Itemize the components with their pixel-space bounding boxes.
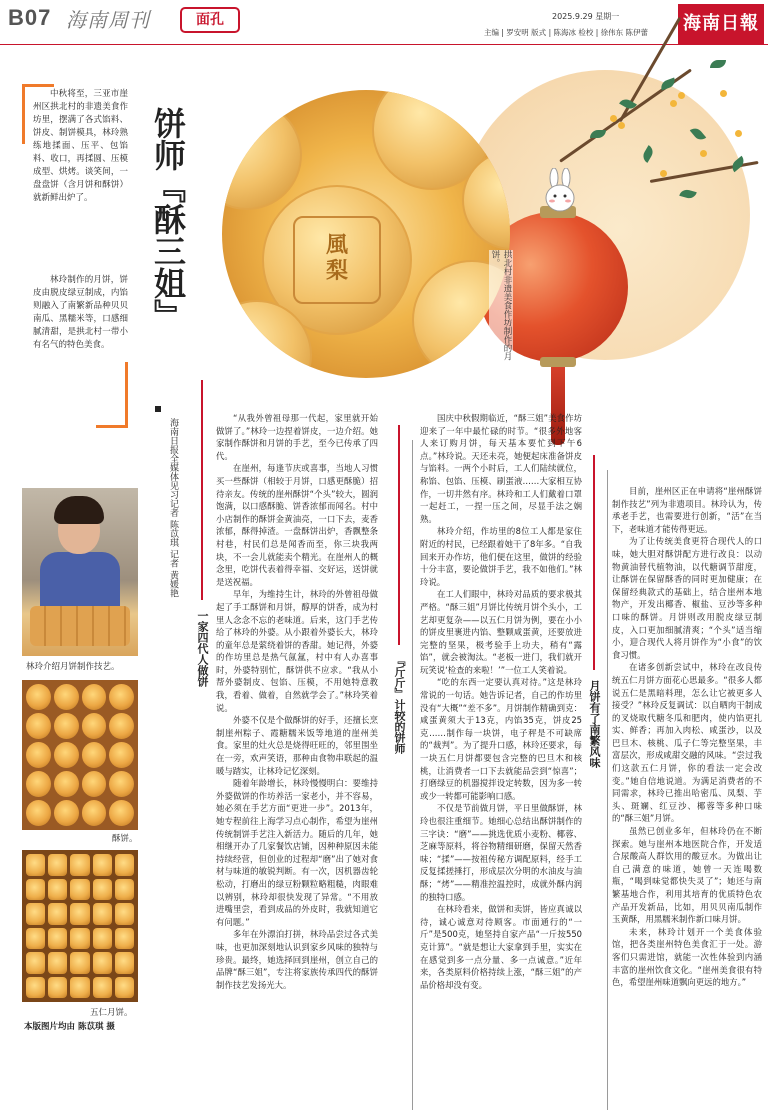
photo-caption: 酥饼。 <box>112 834 138 844</box>
column-divider <box>412 440 413 1110</box>
paragraph: 虽然已创业多年，但林玲仍在不断探索。她与崖州本地医院合作，开发适合尿酸高人群饮用的酸豆水。为做出让自己满意的味道，她曾一天连喝数瓶，“喝到味觉都快失灵了”；她还与南繁基地合作，利用其培育的优质特色农产品开发新品，比如，用贝贝南瓜制作玉黄酥，用黑糯米制作新口味月饼。 <box>612 826 762 925</box>
byline: 海南日报全媒体见习记者 陈苡琪 记者 黄媛艳 <box>168 418 178 598</box>
section-heading: 『斤斤』计较的饼师 <box>393 655 406 754</box>
paragraph: 在工人们眼中，林玲对品质的要求极其严格。“酥三姐”月饼比传统月饼个头小，工艺却更复杂——以五仁月饼为例，要在小小的饼皮里裹进内馅、整颗咸蛋黄，还要放进完整的坚果，极考验手上功夫，稍有“露馅”，就会被淘汰。“老板一进门，我们就开玩笑说‘检查的来啦！’”一位工人笑着说。 <box>420 589 582 675</box>
intro-bracket <box>125 362 128 428</box>
pastry-photo <box>22 680 138 830</box>
page-number: B07 <box>8 5 52 30</box>
osmanthus-branch <box>560 40 768 240</box>
column-divider <box>607 470 608 1110</box>
paragraph: 多年在外漂泊打拼，林玲品尝过各式美味，也更加深刻地认识到家乡风味的独特与珍贵。最终，她选择回到崖州，创立自己的品牌“酥三姐”，专注将家族传承四代的酥饼制作技艺发扬光大。 <box>216 929 378 990</box>
mooncake-glyph: 梨 <box>325 258 348 285</box>
paragraph: 早年，为维持生计，林玲的外曾祖母做起了手工酥饼和月饼，醇厚的饼香，成为村里人念念不忘的老味道。后来，这门手艺传给了林玲的外婆。从小跟着外婆长大，林玲的童年总是萦绕着饼的香甜。她记得，外婆的作坊里总是热气氤氲，村中有人办喜事时，外婆特别忙，酥饼供不应求。“我从小帮外婆制皮、包馅、压模，不用她特意教我，看着、做着，自然就学会了。”林玲笑着说。 <box>216 589 378 713</box>
paragraph: 目前，崖州区正在申请将“崖州酥饼制作技艺”列为非遗项目。林玲认为，传承老手艺，也需要进行创新，“活”在当下，老味道才能传得更远。 <box>612 486 762 534</box>
byline-marker <box>155 406 161 412</box>
section-1-body <box>216 412 378 991</box>
paragraph: 林玲介绍，作坊里的8位工人都是家住附近的村民，已经跟着她干了8年多。“自我回来开办作坊，他们便在这里，做饼的经验十分丰富，要论做饼手艺，我不如他们。”林玲说。 <box>420 526 582 587</box>
issue-date: 2025.9.29 星期一 <box>552 12 620 21</box>
heading-rule <box>593 455 595 670</box>
intro-bracket <box>22 84 25 144</box>
editor-credits: 主编 | 罗安明 版式 | 陈海冰 检校 | 徐伟东 陈伊蕾 <box>484 28 649 37</box>
paragraph: 国庆中秋假期临近，“酥三姐”美食作坊迎来了一年中最忙碌的时节。“很多外地客人来订购月饼，每天基本要忙到下午6点。”林玲说。天还未亮，她便起床准备饼皮与馅料。一两个小时后，工人们陆续就位，称馅、包馅、压模、刷蛋液……大家相互协作，一切井然有序。林玲和工人们戴着口罩一起赶工，一捏一压之间，尽显手法之娴熟。 <box>420 413 582 524</box>
intro-paragraph-2: 林玲制作的月饼，饼皮由脱皮绿豆制成，内馅则融入了南繁新品种贝贝南瓜、黑糯米等，口感细腻清甜，是拱北村一带小有名气的特色美食。 <box>33 275 128 350</box>
section-3-body <box>612 485 762 989</box>
paragraph: 未来，林玲计划开一个美食体验馆，把各类崖州特色美食汇于一处。游客们只需进馆，就能一次性体验到内涵丰富的崖州饮食文化。“崖州美食很有特色，希望崖州味道飘向更远的地方。” <box>612 926 762 988</box>
paragraph: 在诸多创新尝试中，林玲在改良传统五仁月饼方面花心思最多。“很多人都说五仁是黑暗料理，怎么让它被更多人接受？”林玲反复调试：以自晒肉干制成的叉烧取代糖冬瓜和肥肉，使内馅更扎实、鲜香；再加入肉松、咸蛋沙，以及巴旦木、核桃、瓜子仁等完整坚果，丰富层次，形成咸甜交融的风味。“尝过我们这款五仁月饼，你的看法一定会改变。”她自信地说道。为满足消费者的不同需求，林玲已推出哈密瓜、凤梨、芋头、斑斓、红豆沙、椰蓉等多种口味的“酥三姐”月饼。 <box>612 662 762 824</box>
rabbit-illustration <box>540 168 580 214</box>
paragraph: 不仅是节前做月饼，平日里做酥饼，林玲也很注重细节。她细心总结出酥饼制作的三字诀：“磨”——挑选优质小麦粉、椰蓉、芝麻等原料，将谷物精细研磨，保留天然香味；“揉”——按祖传秘方调配原料，经手工反复揉搓捶打，形成层次分明的水油皮与油酥；“烤”——精准控温控时，成就外酥内润的独特口感。 <box>420 803 582 902</box>
mooncake-glyph: 風 <box>325 232 348 259</box>
section-tag: 面孔 <box>180 7 240 33</box>
paragraph: 随着年龄增长，林玲慢慢明白：要维持外婆做饼的作坊养活一家老小，并不容易，她必须在手艺方面“更进一步”。2013年，她专程前往上海学习点心制作，希望为崖州传统制饼手艺注入新活力。随后的几年，她相继开办了几家餐饮店铺，因种种原因未能持续经营，但创业的过程却“磨”出了她对食材与味道的敏锐判断。有一次，因机器齿轮松动，打磨出的绿豆粉颗粒略粗糙，肉眼难以辨别，林玲却很快发现了异常。“不用放进嘴里尝，看到成品的外皮时，我就知道它有问题。” <box>216 778 378 927</box>
heading-rule <box>201 380 203 600</box>
heading-rule <box>398 425 400 645</box>
paragraph: 为了让传统美食更符合现代人的口味，她大胆对酥饼配方进行改良：以动物黄油替代植物油，以代糖调节甜度，让酥饼在保留酥香的同时更加健康；在保留经典款式的基础上，结合崖州本地物产，开发出椰香、椒盐、豆沙等多种口味的酥饼。月饼则改用脱皮绿豆制皮，入口更加细腻清爽；“个头”适当缩小，迎合现代人将月饼作为“小食”的饮食习惯。 <box>612 536 762 660</box>
intro-bracket <box>96 425 128 428</box>
paragraph: 在崖州，每逢节庆或喜事，当地人习惯买一些酥饼（相较于月饼，口感更酥脆）招待亲友。传统的崖州酥饼“个头”较大，圆润饱满，以口感酥脆、饼香浓郁而闻名。村中小店制作的酥饼金黄油亮，一口下去，麦香浓郁，酥得掉渣。一盘酥饼出炉，香飘整条村巷，村民们总是闻香而至，你三块我两块，不一会儿就能卖个精光。在崖州人的概念里，吃饼代表着得幸福、交好运，送饼就是送祝福。 <box>216 463 378 587</box>
paragraph: 在林玲看来，做饼和卖饼，皆应真诚以待，诚心诚意对待顾客。市面通行的“一斤”是500克，她坚持自家产品“一斤按550克计算”。“就是想让大家拿到手里，实实在在感觉到多一点分量、多一点诚意。”近年来，各类原料价格持续上涨，“酥三姐”的产品价格却没有变。 <box>420 904 582 990</box>
mooncake-tray-photo <box>22 850 138 1002</box>
paragraph: “从我外曾祖母那一代起，家里就开始做饼了。”林玲一边捏着饼皮，一边介绍。她家制作酥饼和月饼的手艺，至今已传承了四代。 <box>216 413 378 461</box>
photo-caption: 林玲介绍月饼制作技艺。 <box>26 662 120 672</box>
hero-photo-caption: 拱北村非遗美食作坊制作的月饼。 <box>489 250 513 370</box>
supplement-logo: 海南周刊 <box>66 8 150 32</box>
section-heading: 月饼有了南繁风味 <box>588 680 601 768</box>
intro-paragraph-1: 中秋将至，三亚市崖州区拱北村的非遗美食作坊里，摆满了各式馅料、饼皮、制饼模具，林玲熟练地揉面、压平、包馅料、收口，再揉圆、压模成型、烘烤。谈笑间，一盘盘饼（含月饼和酥饼）就新鲜出炉了。 <box>33 89 128 203</box>
mooncake-photo <box>222 90 510 378</box>
section-heading: 一家四代人做饼 <box>196 610 209 687</box>
paragraph: “吃的东西一定要认真对待。”这是林玲常说的一句话。她告诉记者，自己的作坊里没有“大概”“差不多”。月饼制作精确到克：咸蛋黄须大于13克，内馅35克，饼皮25克……制作每一块饼，电子秤是不可缺席的“裁判”。为了提升口感，林玲还要求，每一块五仁月饼都要包含完整的巴旦木和核桃，让消费者一口下去就能品尝到“惊喜”；打磨绿豆的机器搅拌设定转数，因为多一转或少一转都可能影响口感。 <box>420 677 582 801</box>
lantern-base <box>540 357 576 367</box>
photo-caption: 五仁月饼。 <box>90 1008 133 1018</box>
article-title: 饼师『酥三姐』 <box>149 107 187 331</box>
intro-bracket <box>22 84 54 87</box>
baker-photo <box>22 488 138 656</box>
section-2-body <box>420 412 582 991</box>
newspaper-logo: 海南日報 <box>678 4 764 44</box>
paragraph: 外婆不仅是个做酥饼的好手，还擅长烹制崖州粽子、霞糖糯米饭等地道的崖州美食。家里的灶火总是烧得旺旺的，邻里围坐在一旁，欢声笑语，那种由食物串联起的温暖与踏实，让林玲记忆深刻。 <box>216 715 378 776</box>
photo-credit: 本版图片均由 陈苡琪 摄 <box>24 1022 115 1032</box>
